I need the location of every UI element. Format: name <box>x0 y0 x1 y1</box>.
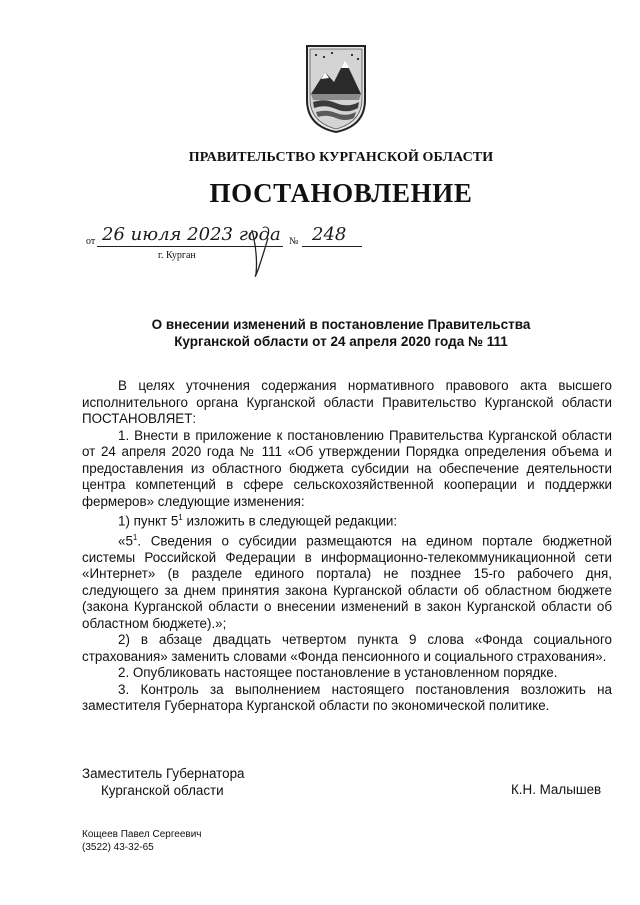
signatory-position <box>82 765 244 799</box>
handwritten-date: 26 июля 2023 года <box>102 224 281 245</box>
handwritten-signature-mark <box>238 224 328 280</box>
subitem-1-text-b: изложить в следующей редакции: <box>182 513 398 529</box>
subject-line-2: Курганской области от 24 апреля 2020 года № 111 <box>174 334 508 349</box>
document-subject <box>0 316 640 350</box>
coat-of-arms-emblem <box>301 42 371 134</box>
signatory-name: К.Н. Малышев <box>511 782 602 797</box>
subitem-1-text-a: 1) пункт 5 <box>118 513 179 529</box>
executor-phone: (3522) 43-32-65 <box>82 842 154 853</box>
subject-line-1: О внесении изменений в постановление Правительства <box>151 317 531 332</box>
new-clause-superscript: 1 <box>132 532 138 542</box>
date-label: от <box>86 236 96 247</box>
document-type-title: ПОСТАНОВЛЕНИЕ <box>209 178 473 208</box>
executor-info <box>82 828 202 854</box>
new-clause-text-a: «5 <box>118 533 133 549</box>
number-label: № <box>289 236 299 247</box>
new-clause-paragraph <box>82 530 612 632</box>
executor-name: Кощеев Павел Сергеевич <box>82 829 202 840</box>
document-body <box>82 378 612 715</box>
item-1-paragraph: 1. Внести в приложение к постановлению Правительства Курганской области от 24 апреля 2020 года № 111 «Об утверждении Порядка определения объема и предоставления из областного бюджета субсидии на обеспечение деятельности центра компетенций в сфере сельскохозяйственной кооперации и поддержки фермеров» следующие изменения: <box>82 427 612 509</box>
signatory-position-line-1: Заместитель Губернатора <box>82 766 245 781</box>
subitem-1-superscript: 1 <box>178 513 183 522</box>
new-clause-text-b: . Сведения о субсидии размещаются на едином портале бюджетной системы Российской Федерации в информационно-телекоммуникационной сети «Интернет» (в разделе единого портала) не позднее 15-го рабочего дня, следующего за днем принятия закона Курганской области об областном бюджете (закона Курганской области о внесении изменений в закон Курганской области об областном бюджете).»; <box>82 533 612 631</box>
item-3-paragraph: 3. Контроль за выполнением настоящего постановления возложить на заместителя Губернатора Курганской области по экономической политике. <box>82 681 612 714</box>
subitem-2-paragraph: 2) в абзаце двадцать четвертом пункта 9 слова «Фонда социального страхования» заменить словами «Фонда пенсионного и социального страхования». <box>82 632 612 664</box>
handwritten-number: 248 <box>312 224 347 245</box>
subitem-1-paragraph <box>82 510 612 530</box>
preamble-paragraph: В целях уточнения содержания нормативного правового акта высшего исполнительного органа Курганской области Правительство Курганской области ПОСТАНОВЛЯЕТ: <box>82 378 612 426</box>
signatory-position-line-2: Курганской области <box>101 783 224 798</box>
item-2-paragraph: 2. Опубликовать настоящее постановление в установленном порядке. <box>118 665 558 681</box>
issuer-title: ПРАВИТЕЛЬСТВО КУРГАНСКОЙ ОБЛАСТИ <box>188 150 494 165</box>
city-label: г. Курган <box>158 250 196 261</box>
